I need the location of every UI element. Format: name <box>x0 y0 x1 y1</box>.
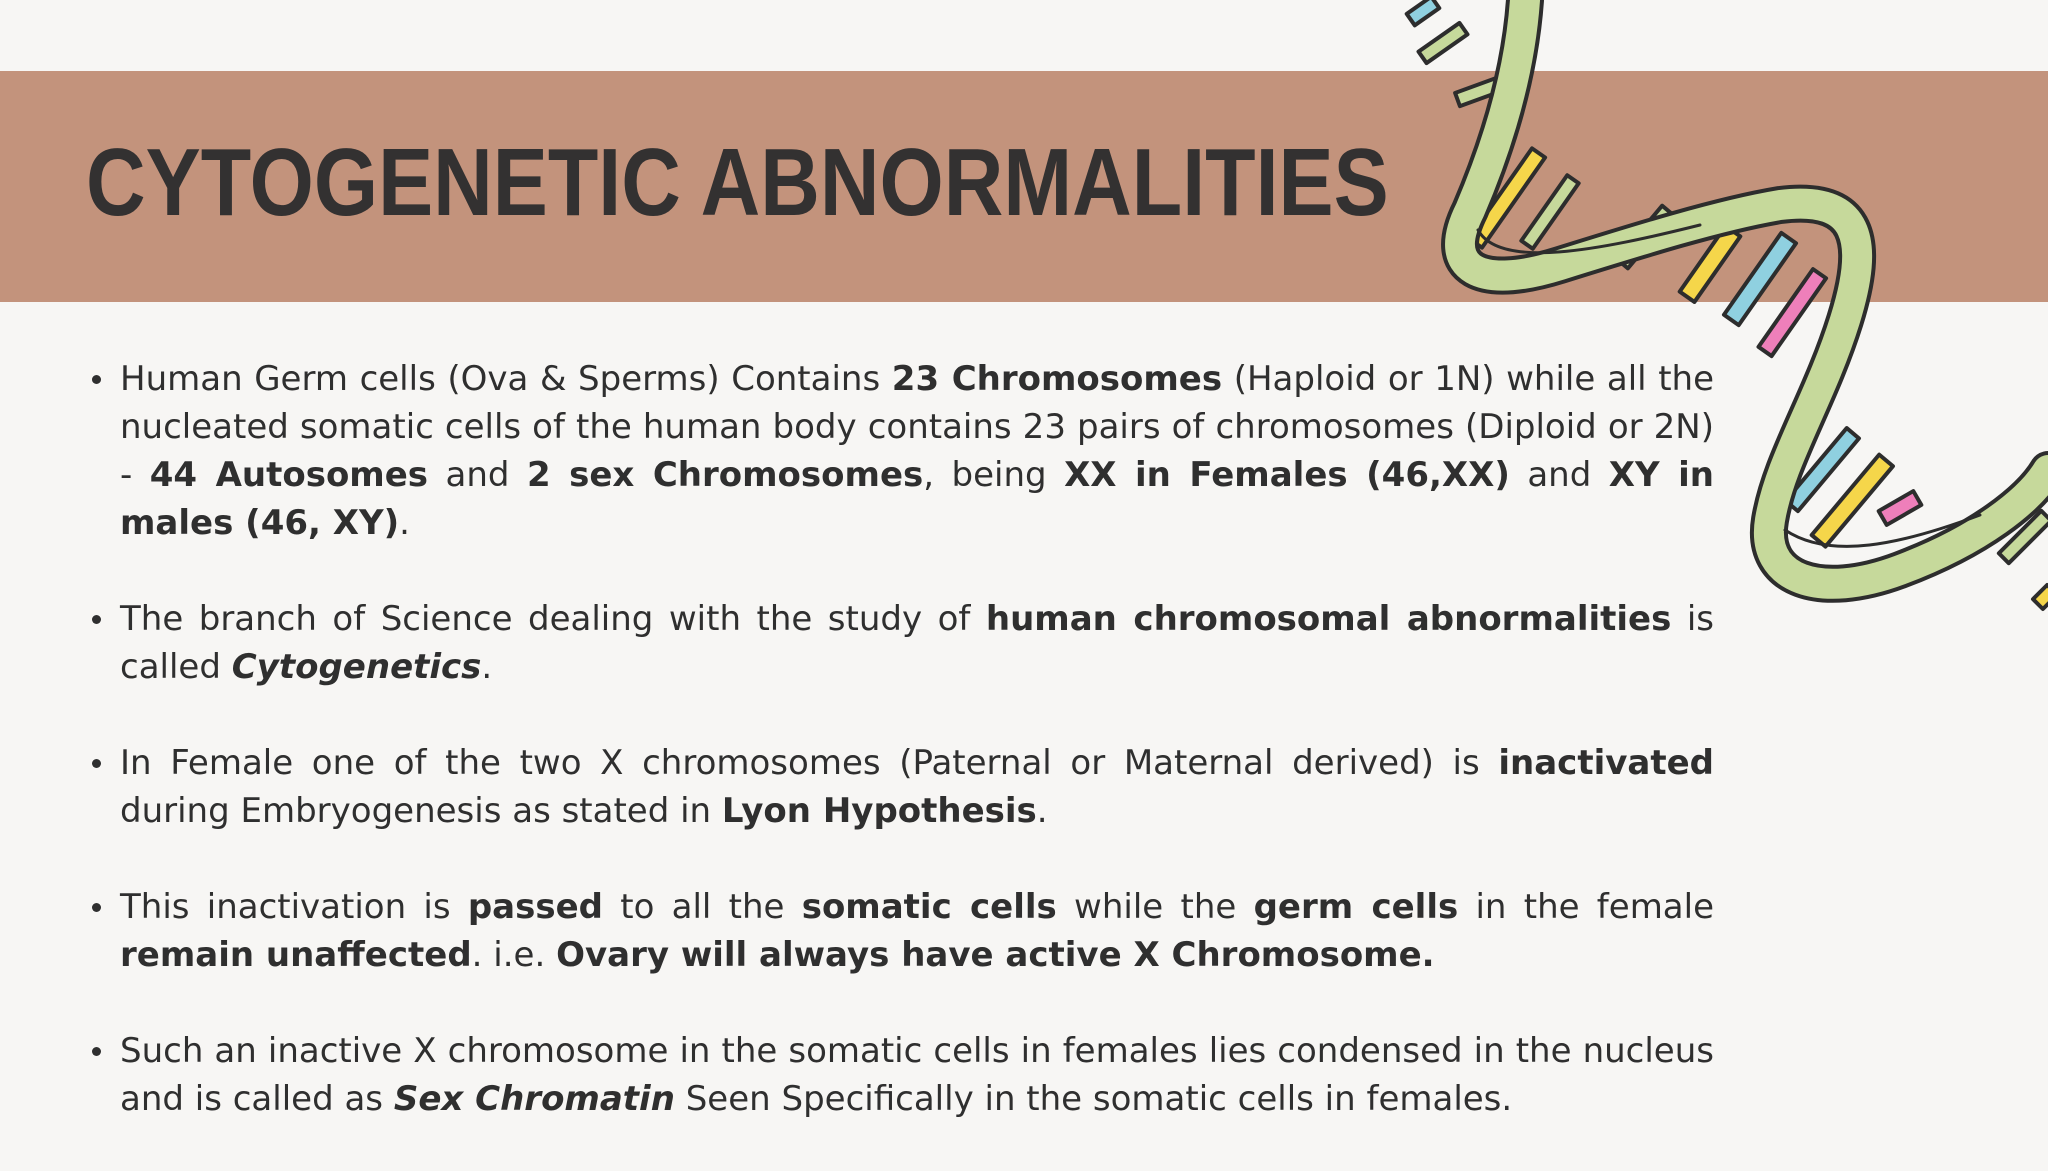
list-item <box>92 355 1714 547</box>
bullet-text: Human Germ cells (Ova & Sperms) Contains 23 Chromosomes (Haploid or 1N) while all the nucleated somatic cells of the human body contains 23 pairs of chromosomes (Diploid or 2N) - 44 Autosomes and 2 sex Chromosomes, being XX in Females (46,XX) and XY in males (46, XY). <box>120 359 1714 543</box>
slide-title: CYTOGENETIC ABNORMALITIES <box>86 129 1389 236</box>
list-item <box>92 1027 1714 1123</box>
bullet-text: Such an inactive X chromosome in the somatic cells in females lies condensed in the nucleus and is called as Sex Chromatin Seen Specifically in the somatic cells in females. <box>120 1031 1714 1119</box>
bullet-dot <box>92 375 101 384</box>
bullet-dot <box>92 903 101 912</box>
bullet-text: This inactivation is passed to all the somatic cells while the germ cells in the female remain unaffected. i.e. Ovary will always have active X Chromosome. <box>120 887 1715 975</box>
bullet-dot <box>92 1047 101 1056</box>
bullet-text: In Female one of the two X chromosomes (Paternal or Maternal derived) is inactivated during Embryogenesis as stated in Lyon Hypothesis. <box>120 743 1714 831</box>
bullet-dot <box>92 759 101 768</box>
bullet-list <box>92 355 1714 1171</box>
bullet-dot <box>92 615 101 624</box>
list-item <box>92 595 1714 691</box>
list-item <box>92 883 1714 979</box>
bullet-text: The branch of Science dealing with the study of human chromosomal abnormalities is called Cytogenetics. <box>120 599 1715 687</box>
list-item <box>92 739 1714 835</box>
